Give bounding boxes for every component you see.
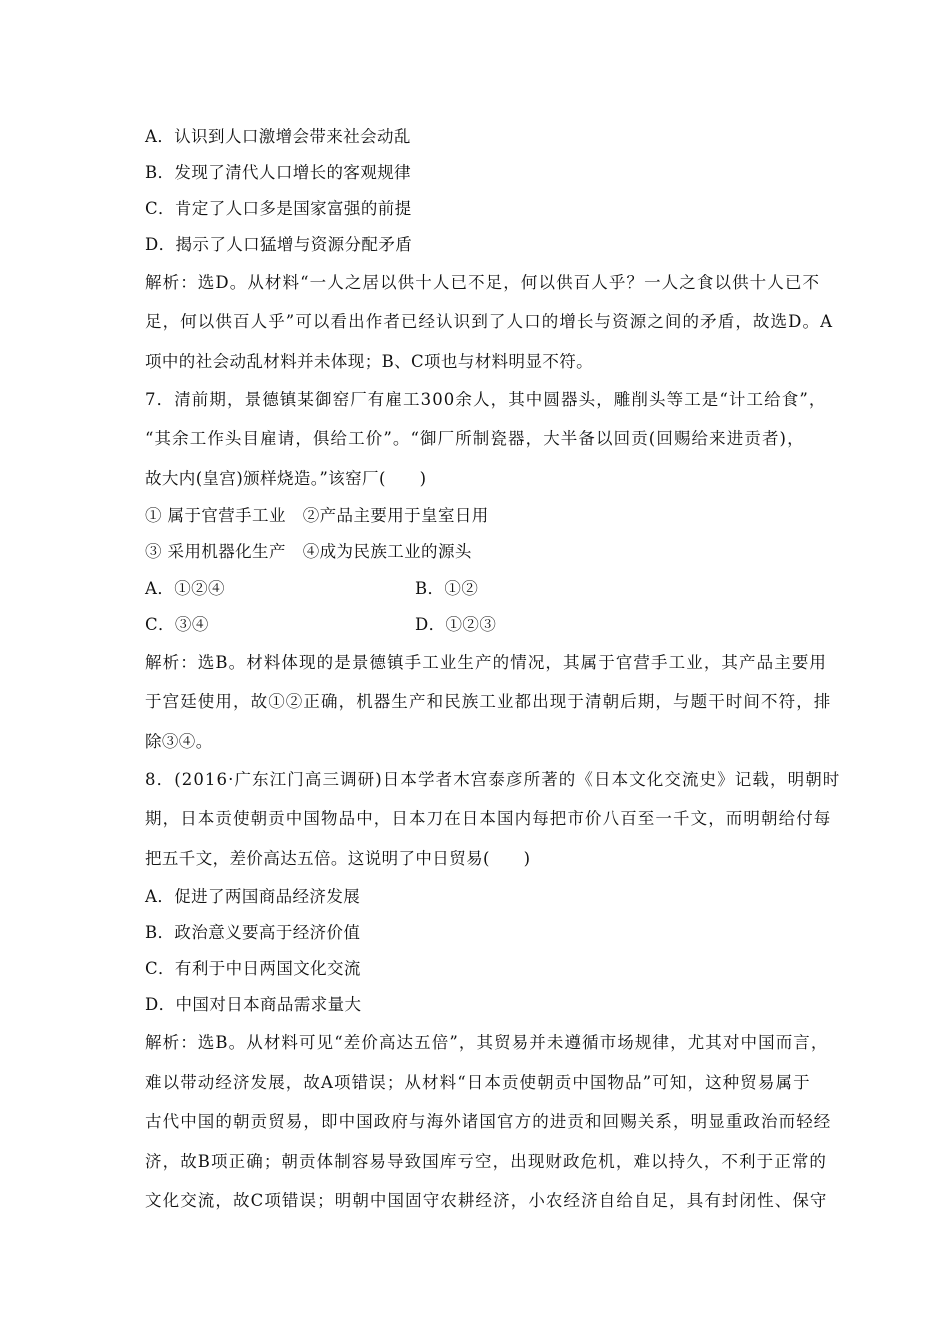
q6-option-b: B．发现了清代人口增长的客观规律: [145, 163, 412, 182]
q8-analysis-line: 济，故B项正确；朝贡体制容易导致国库亏空，出现财政危机，难以持久，不利于正常的: [145, 1152, 828, 1171]
q7-analysis-line: 于宫廷使用，故①②正确，机器生产和民族工业都出现于清朝后期，与题干时间不符，排: [145, 692, 832, 711]
q7-option-b: B．①②: [415, 579, 479, 598]
q7-stem-line: “其余工作头目雇请，俱给工价”。“御厂所制瓷器，大半备以回贡(回赐给来进贡者)，: [145, 429, 805, 448]
q6-analysis-line: 项中的社会动乱材料并未体现；B、C项也与材料明显不符。: [145, 352, 594, 371]
q7-item-line: ① 属于官营手工业 ②产品主要用于皇室日用: [145, 506, 489, 525]
q6-option-a: A．认识到人口激增会带来社会动乱: [145, 127, 411, 146]
q8-option-b: B．政治意义要高于经济价值: [145, 923, 361, 942]
q7-option-c: C．③④: [145, 615, 209, 634]
q6-analysis-line: 解析：选D。从材料“一人之居以供十人已不足，何以供百人乎？一人之食以供十人已不: [145, 273, 821, 292]
q7-stem-line: 7．清前期，景德镇某御窑厂有雇工300余人，其中圆器头，雕削头等工是“计工给食”，: [145, 390, 827, 409]
q8-analysis-line: 难以带动经济发展，故A项错误；从材料“日本贡使朝贡中国物品”可知，这种贸易属于: [145, 1073, 811, 1092]
q6-option-c: C．肯定了人口多是国家富强的前提: [145, 199, 412, 218]
q8-option-a: A．促进了两国商品经济发展: [145, 887, 361, 906]
q7-item-line: ③ 采用机器化生产 ④成为民族工业的源头: [145, 542, 472, 561]
q8-stem-line: 把五千文，差价高达五倍。这说明了中日贸易( ): [145, 849, 531, 868]
q7-stem-line: 故大内(皇宫)颁样烧造。”该窑厂( ): [145, 469, 427, 488]
q8-option-c: C．有利于中日两国文化交流: [145, 959, 361, 978]
q8-analysis-line: 古代中国的朝贡贸易，即中国政府与海外诸国官方的进贡和回赐关系，明显重政治而轻经: [145, 1112, 832, 1131]
q8-analysis-line: 解析：选B。从材料可见“差价高达五倍”，其贸易并未遵循市场规律，尤其对中国而言，: [145, 1033, 829, 1052]
q8-stem-line: 期，日本贡使朝贡中国物品中，日本刀在日本国内每把市价八百至一千文，而明朝给付每: [145, 809, 832, 828]
q7-option-a: A．①②④: [145, 579, 225, 598]
q8-stem-line: 8．(2016·广东江门高三调研)日本学者木宫泰彦所著的《日本文化交流史》记载，明朝时: [145, 770, 841, 789]
q8-analysis-line: 文化交流，故C项错误；明朝中国固守农耕经济，小农经济自给自足，具有封闭性、保守: [145, 1191, 828, 1210]
q6-option-d: D．揭示了人口猛增与资源分配矛盾: [145, 235, 413, 254]
q7-analysis-line: 除③④。: [145, 732, 213, 751]
q7-analysis-line: 解析：选B。材料体现的是景德镇手工业生产的情况，其属于官营手工业，其产品主要用: [145, 653, 828, 672]
q6-analysis-line: 足，何以供百人乎”可以看出作者已经认识到了人口的增长与资源之间的矛盾，故选D。A: [145, 312, 834, 331]
q8-option-d: D．中国对日本商品需求量大: [145, 995, 362, 1014]
q7-option-d: D．①②③: [415, 615, 497, 634]
